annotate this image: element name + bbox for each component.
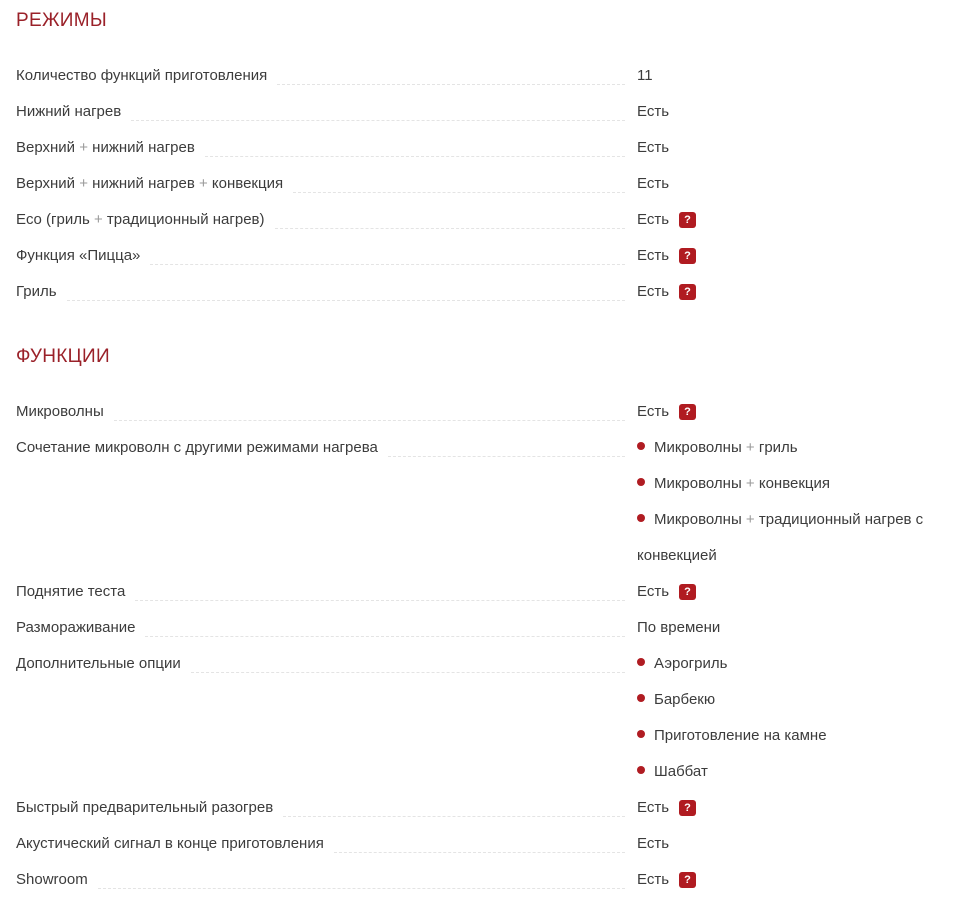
value-text: Есть [637,871,670,888]
spec-label: Поднятие теста [16,583,126,600]
help-icon[interactable]: ? [679,212,696,228]
value-text: Есть [637,211,670,228]
list-item [637,754,953,790]
spec-row-left [16,826,637,862]
spec-row-left [16,646,637,682]
spec-label: Функция «Пицца» [16,247,141,264]
value-text: Есть [637,283,670,300]
bullet-dot [637,478,645,486]
spec-value [637,430,953,574]
value-text: Есть [637,175,670,192]
leader-line [283,816,625,817]
spec-label: Showroom [16,871,88,888]
leader-line [205,156,625,157]
plus-sign: + [199,175,208,192]
section-title: РЕЖИМЫ [16,10,107,31]
value-text: Есть [637,835,670,852]
spec-row [16,646,953,790]
spec-row-left [16,238,637,274]
bullet-dot [637,766,645,774]
spec-label: Размораживание [16,619,136,636]
spec-value [637,238,953,274]
spec-value [637,94,953,130]
bullet-dot [637,730,645,738]
spec-row [16,58,953,94]
spec-row [16,94,953,130]
help-icon[interactable]: ? [679,800,696,816]
spec-row [16,202,953,238]
bullet-dot [637,514,645,522]
leader-line [293,192,625,193]
spec-section [16,10,953,310]
spec-label: Микроволны [16,403,104,420]
section-title: ФУНКЦИИ [16,346,110,367]
spec-value [637,166,953,202]
value-text: Есть [637,247,670,264]
leader-line [277,84,625,85]
list-item [637,718,953,754]
leader-line [131,120,625,121]
spec-row-left [16,58,637,94]
spec-rows [16,394,953,898]
leader-line [135,600,625,601]
list-item-text: Аэрогриль [654,655,728,672]
spec-row [16,574,953,610]
spec-row-left [16,394,637,430]
list-item-text: Микроволны + гриль [654,439,798,456]
spec-value [637,202,953,238]
leader-line [275,228,625,229]
spec-value [637,130,953,166]
spec-row-left [16,202,637,238]
leader-line [114,420,625,421]
leader-line [334,852,625,853]
list-item [637,682,953,718]
list-item-text: Микроволны + традиционный нагрев с конвекцией [637,511,924,564]
leader-line [388,456,625,457]
plus-sign: + [745,475,755,492]
plus-sign: + [79,139,88,156]
spec-row [16,790,953,826]
spec-value [637,826,953,862]
value-text: Есть [637,403,670,420]
spec-row-left [16,94,637,130]
list-item-text: Приготовление на камне [654,727,827,744]
spec-row-left [16,862,637,898]
spec-label: Акустический сигнал в конце приготовления [16,835,324,852]
spec-row-left [16,610,637,646]
spec-label: Eco (гриль + традиционный нагрев) [16,211,265,228]
spec-label: Верхний + нижний нагрев + конвекция [16,175,284,192]
spec-row [16,862,953,898]
spec-row [16,826,953,862]
help-icon[interactable]: ? [679,872,696,888]
spec-row [16,166,953,202]
spec-label: Сочетание микроволн с другими режимами нагрева [16,439,378,456]
value-text: Есть [637,799,670,816]
spec-row-left [16,166,637,202]
spec-section [16,346,953,898]
plus-sign: + [93,211,103,228]
spec-value [637,862,953,898]
list-item [637,502,953,574]
spec-label: Количество функций приготовления [16,67,268,84]
list-item-text: Шаббат [654,763,708,780]
help-icon[interactable]: ? [679,284,696,300]
spec-row [16,610,953,646]
spec-rows [16,58,953,310]
spec-value [637,646,953,790]
help-icon[interactable]: ? [679,404,696,420]
plus-sign: + [79,175,88,192]
leader-line [145,636,625,637]
value-text: 11 [637,67,653,84]
spec-value [637,574,953,610]
list-item-text: Барбекю [654,691,716,708]
spec-value [637,610,953,646]
spec-row-left [16,430,637,466]
spec-row [16,394,953,430]
spec-row [16,430,953,574]
bullet-dot [637,442,645,450]
spec-row-left [16,790,637,826]
list-item [637,466,953,502]
value-text: Есть [637,103,670,120]
bullet-dot [637,658,645,666]
spec-label: Верхний + нижний нагрев [16,139,195,156]
leader-line [150,264,625,265]
leader-line [67,300,625,301]
spec-value [637,274,953,310]
spec-row [16,274,953,310]
spec-label: Быстрый предварительный разогрев [16,799,274,816]
spec-label: Дополнительные опции [16,655,181,672]
list-item [637,430,953,466]
spec-row [16,238,953,274]
plus-sign: + [745,511,755,528]
list-item [637,646,953,682]
value-text: Есть [637,583,670,600]
spec-label: Гриль [16,283,57,300]
spec-value [637,394,953,430]
help-icon[interactable]: ? [679,584,696,600]
spec-value [637,58,953,94]
spec-label: Нижний нагрев [16,103,122,120]
spec-row [16,130,953,166]
spec-value [637,790,953,826]
value-text: По времени [637,619,721,636]
list-item-text: Микроволны + конвекция [654,475,831,492]
plus-sign: + [745,439,755,456]
leader-line [191,672,625,673]
spec-row-left [16,274,637,310]
value-text: Есть [637,139,670,156]
spec-row-left [16,130,637,166]
bullet-dot [637,694,645,702]
leader-line [98,888,625,889]
spec-row-left [16,574,637,610]
help-icon[interactable]: ? [679,248,696,264]
